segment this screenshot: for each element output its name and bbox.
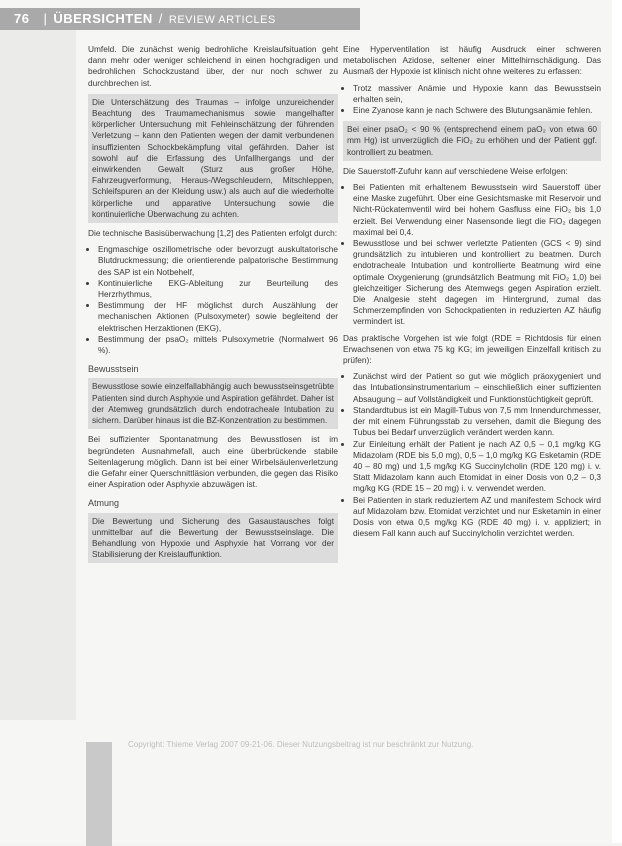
- bullet-item: • Bei Patienten in stark reduziertem AZ und manifestem Schock wird auf Midazolam bzw. Etomidat verzichtet und nur Esketamin in einer Dosis von etwa 0,5 mg/kg KG (RDE 40 mg) i. v. appliziert; in diesem Fall kann auch auf Succinylcholin verzichtet werden.: [353, 495, 601, 540]
- page-edge: [612, 0, 622, 843]
- highlight-box: Die Bewertung und Sicherung des Gasaustausches folgt unmittelbar auf die Bewertung der Bewusstseinslage. Die Behandlung von Hypoxie und Asphyxie hat Vorrang vor der Stabilisierung der Kreislauffunktion.: [88, 513, 338, 564]
- highlight-box: Bewusstlose sowie einzelfallabhängig auch bewusstseinsgetrübte Patienten sind durch Asphyxie und Aspiration gefährdet. Daher ist der Atemweg grundsätzlich durch endotracheale Intubation zu sichern. Darüber hinaus ist die BZ-Konzentration zu bestimmen.: [88, 378, 338, 429]
- bullet-item: • Engmaschige oszillometrische oder bevorzugt auskultatorische Blutdruckmessung; die orientierende palpatorische Bestimmung des SAP ist ein Notbehelf,: [98, 244, 338, 278]
- bullet-item: • Zunächst wird der Patient so gut wie möglich präoxygeniert und das Intubationsinstrumentarium – einschließlich einer suffizienten Absaugung – auf Vollständigkeit und Funktionstüchtigkeit geprüft.: [353, 371, 601, 405]
- paragraph: Die technische Basisüberwachung [1,2] des Patienten erfolgt durch:: [88, 228, 338, 239]
- bullet-item: • Standardtubus ist ein Magill-Tubus von 7,5 mm Innendurchmesser, der mit einem Führungsstab zu versehen, damit die Biegung des Tubus bei Bedarf unverzüglich verändert werden kann.: [353, 405, 601, 439]
- left-column: [88, 44, 338, 568]
- bullet-item: • Bewusstlose und bei schwer verletzte Patienten (GCS < 9) sind grundsätzlich zu intubieren und kontrolliert zu beatmen. Durch endotracheale Intubation und kontrollierte Beatmung wird eine optimale Oxygenierung (grundsätzlich Beatmung mit FiO₂ 1,0) bei gleichzeitiger Sicherung des Atemwegs gegen Aspiration erzielt. Die Analgesie steht dagegen im Hintergrund, zumal das Schmerzempfinden von Schockpatienten in reduzierten AZ häufig vermindert ist.: [353, 238, 601, 328]
- bullet-list: [343, 182, 601, 328]
- copyright-footer: Copyright: Thieme Verlag 2007 09-21-06. Dieser Nutzungsbeitrag ist nur beschränkt zur Nutzung.: [128, 740, 474, 749]
- bullet-list: [88, 244, 338, 356]
- header-separator: |: [43, 11, 48, 26]
- paragraph: Das praktische Vorgehen ist wie folgt (RDE = Richtdosis für einen Erwachsenen von etwa 75 kg KG; im jeweiligen Einzelfall kritisch zu prüfen):: [343, 332, 601, 366]
- highlight-box: Bei einer psaO₂ < 90 % (entsprechend einem paO₂ von etwa 60 mm Hg) ist unverzüglich die FiO₂ zu erhöhen und der Patient ggf. kontrolliert zu beatmen.: [343, 121, 601, 161]
- paragraph: Umfeld. Die zunächst wenig bedrohliche Kreislaufsituation geht dann mehr oder weniger schleichend in einen hochgradigen und bedrohlichen Schockzustand über, der nur noch schwer zu durchbrechen ist.: [88, 44, 338, 88]
- bullet-item: • Kontinuierliche EKG-Ableitung zur Beurteilung des Herzrhythmus,: [98, 278, 338, 300]
- bullet-item: • Trotz massiver Anämie und Hypoxie kann das Bewusstsein erhalten sein,: [353, 83, 601, 105]
- section-heading: Bewusstsein: [88, 364, 139, 375]
- right-column: [343, 44, 601, 544]
- section-heading: Atmung: [88, 498, 120, 509]
- paragraph: Eine Hyperventilation ist häufig Ausdruck einer schweren metabolischen Azidose, seltener einer Mittelhirnschädigung. Das Ausmaß der Hypoxie ist klinisch nicht ohne weiteres zu erfassen:: [343, 44, 601, 77]
- bullet-item: • Bestimmung der psaO₂ mittels Pulsoxymetrie (Normalwert 96 %).: [98, 334, 338, 356]
- bullet-item: • Bestimmung der HF möglichst durch Auszählung der mechanischen Aktionen (Pulsoxymeter) sowie begleitend der elektrischen Herzaktionen (EKG),: [98, 300, 338, 334]
- page-number: 76: [14, 11, 30, 26]
- bullet-list: [343, 83, 601, 117]
- bullet-list: [343, 371, 601, 539]
- bullet-item: • Bei Patienten mit erhaltenem Bewusstsein wird Sauerstoff über eine Maske zugeführt. Über eine Gesichtsmaske mit Reservoir und Nicht-Rückatemventil wird bei hohem Gasfluss eine FiO₂ bis 1,0 erzielt. Bei Verwendung einer Nasensonde liegt die FiO₂ dagegen maximal bei 0,4.: [353, 182, 601, 238]
- bullet-item: • Zur Einleitung erhält der Patient je nach AZ 0,5 – 0,1 mg/kg KG Midazolam (RDE bis 5,0 mg), 0,5 – 1,0 mg/kg KG Esketamin (RDE 40 – 80 mg) und 1,5 mg/kg KG Succinylcholin (RDE 120 mg) i. v. Statt Midazolam kann auch Etomidat in einer Dosis von 0,2 – 0,3 mg/kg KG (RDE 15 – 20 mg) i. v. verwendet werden.: [353, 439, 601, 495]
- header-slash: /: [158, 11, 163, 26]
- paragraph: Bei suffizienter Spontanatmung des Bewusstlosen ist im begründeten Ausnahmefall, auch eine überbrückende stabile Seitenlagerung möglich. Dann ist bei einer Wirbelsäulenverletzung die Gefahr einer Querschnittläsion verbunden, die gegen das Risiko einer Aspiration oder Asphyxie abzuwägen ist.: [88, 434, 338, 490]
- subsection-title: REVIEW ARTICLES: [168, 14, 276, 26]
- left-margin-strip: [0, 30, 76, 720]
- highlight-box: Die Unterschätzung des Traumas – infolge unzureichender Beachtung des Traumamechanismus sowie mangelhafter körperlicher Untersuchung mit Fehleinschätzung der führenden Verletzung – kann den Patienten wegen der damit verbundenen insuffizienten Schockbekämpfung vital gefährden. Daher ist sowohl auf die Erfassung des Unfallhergangs und der einwirkenden Gewalt (Sturz aus großer Höhe, Fahrzeugverformung, Heraus-/Wegschleudern, Mitschleppen, Schleifspuren an der Kleidung usw.) als auch auf die wiederholte körperliche und apparative Untersuchung sowie die kontinuierliche Überwachung zu achten.: [88, 94, 338, 223]
- paragraph: Die Sauerstoff-Zufuhr kann auf verschiedene Weise erfolgen:: [343, 165, 568, 176]
- section-title: ÜBERSICHTEN: [53, 11, 153, 26]
- running-header: [14, 11, 276, 26]
- bullet-item: • Eine Zyanose kann je nach Schwere des Blutungsanämie fehlen.: [353, 105, 601, 116]
- left-margin-tab: [86, 742, 112, 846]
